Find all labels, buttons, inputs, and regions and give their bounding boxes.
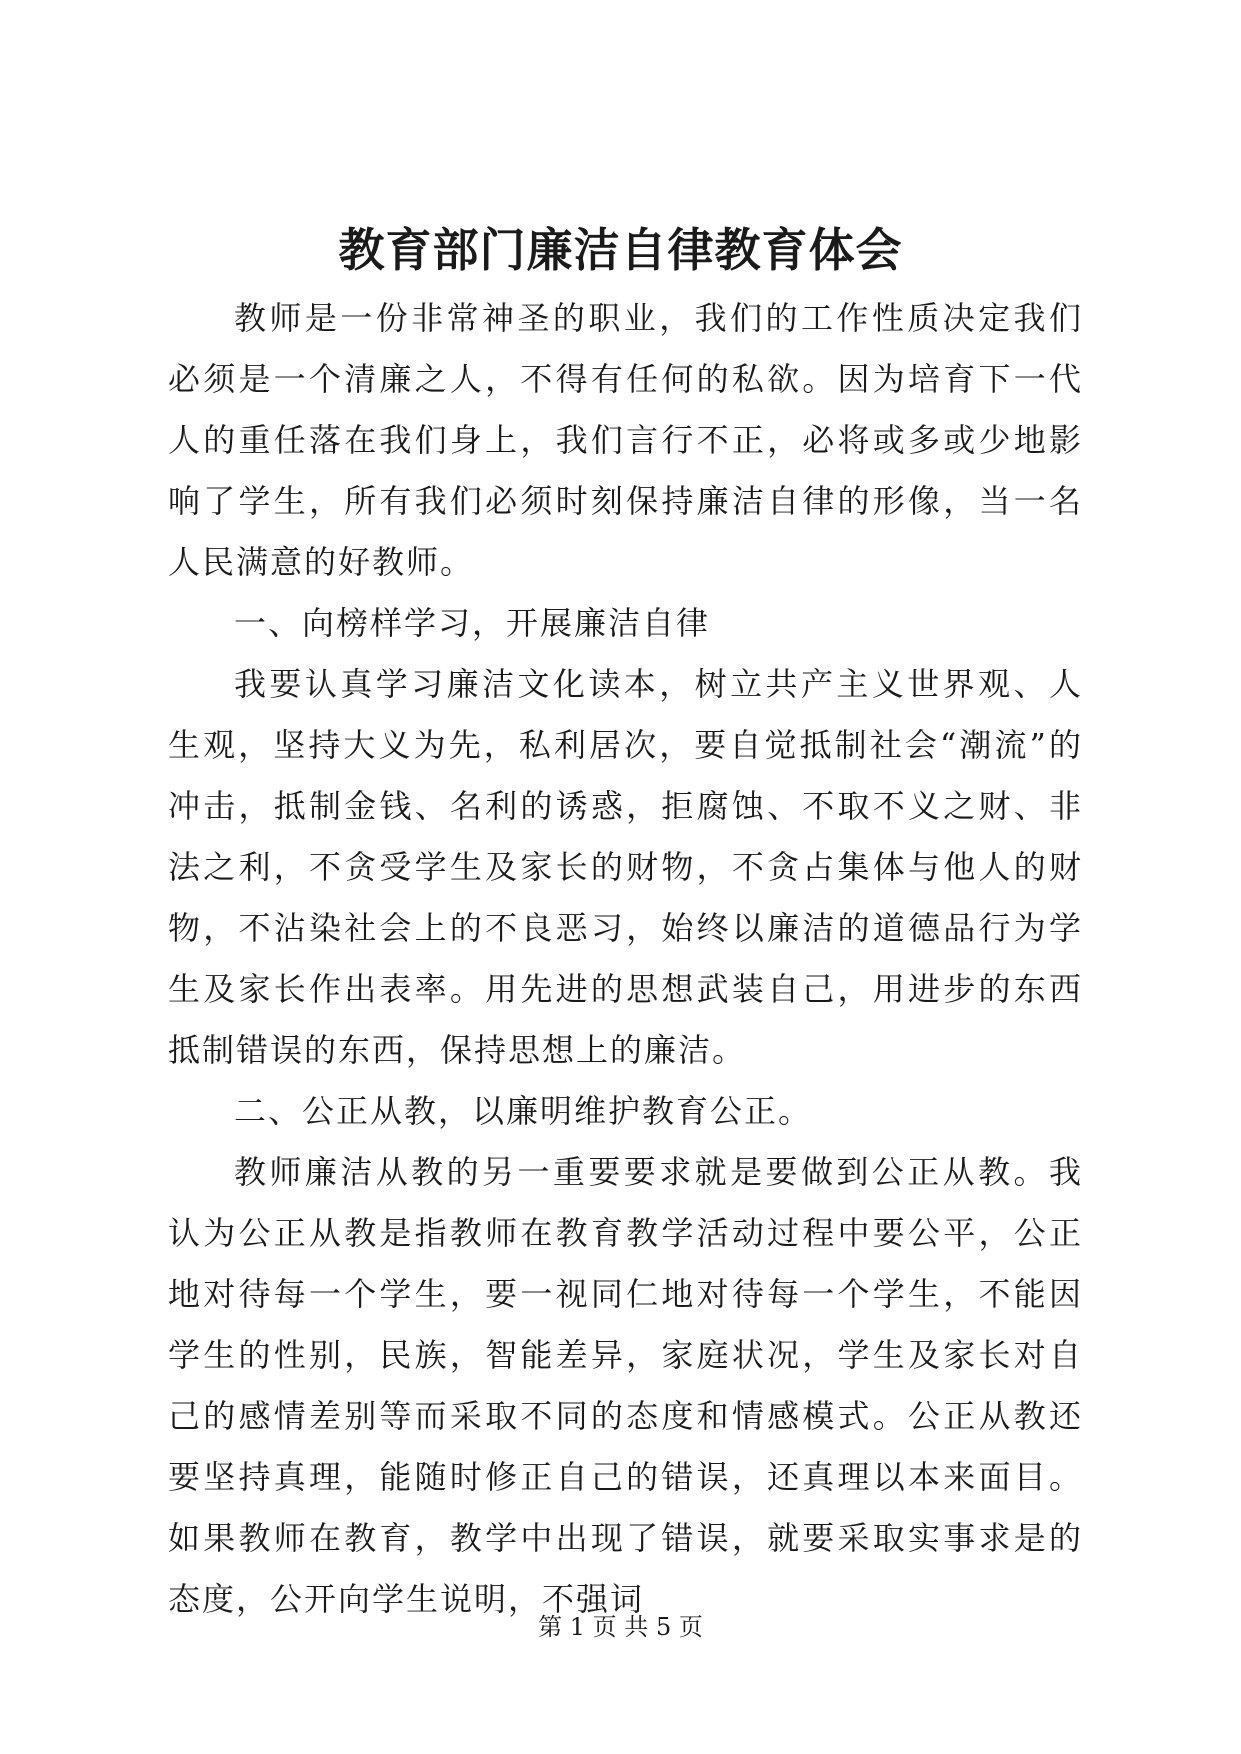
document-title: 教育部门廉洁自律教育体会 [338, 223, 903, 277]
section-heading-1: 一、向榜样学习，开展廉洁自律 [234, 604, 711, 642]
paragraph-section-1: 我要认真学习廉洁文化读本，树立共产主义世界观、人生观，坚持大义为先，私利居次，要自觉抵制社会“潮流”的冲击，抵制金钱、名利的诱惑，拒腐蚀、不取不义之财、非法之利，不贪受学生及家长的财物，不贪占集体与他人的财物，不沾染社会上的不良恶习，始终以廉洁的道德品行为学生及家长作出表率。用先进的思想武装自己，用进步的东西抵制错误的东西，保持思想上的廉洁。 [168, 665, 1083, 1069]
section-heading-2: 二、公正从教，以廉明维护教育公正。 [234, 1092, 813, 1130]
page-number-footer: 第 1 页 共 5 页 [538, 1613, 703, 1641]
paragraph-section-2: 教师廉洁从教的另一重要要求就是要做到公正从教。我认为公正从教是指教师在教育教学活动过程中要公平，公正地对待每一个学生，要一视同仁地对待每一个学生，不能因学生的性别，民族，智能差异，家庭状况，学生及家长对自己的感情差别等而采取不同的态度和情感模式。公正从教还要坚持真理，能随时修正自己的错误，还真理以本来面目。如果教师在教育，教学中出现了错误，就要采取实事求是的态度，公开向学生说明，不强词 [168, 1153, 1083, 1618]
paragraph-intro: 教师是一份非常神圣的职业，我们的工作性质决定我们必须是一个清廉之人，不得有任何的私欲。因为培育下一代人的重任落在我们身上，我们言行不正，必将或多或少地影响了学生，所有我们必须时刻保持廉洁自律的形像，当一名人民满意的好教师。 [168, 299, 1083, 581]
document-body [168, 288, 1083, 1630]
